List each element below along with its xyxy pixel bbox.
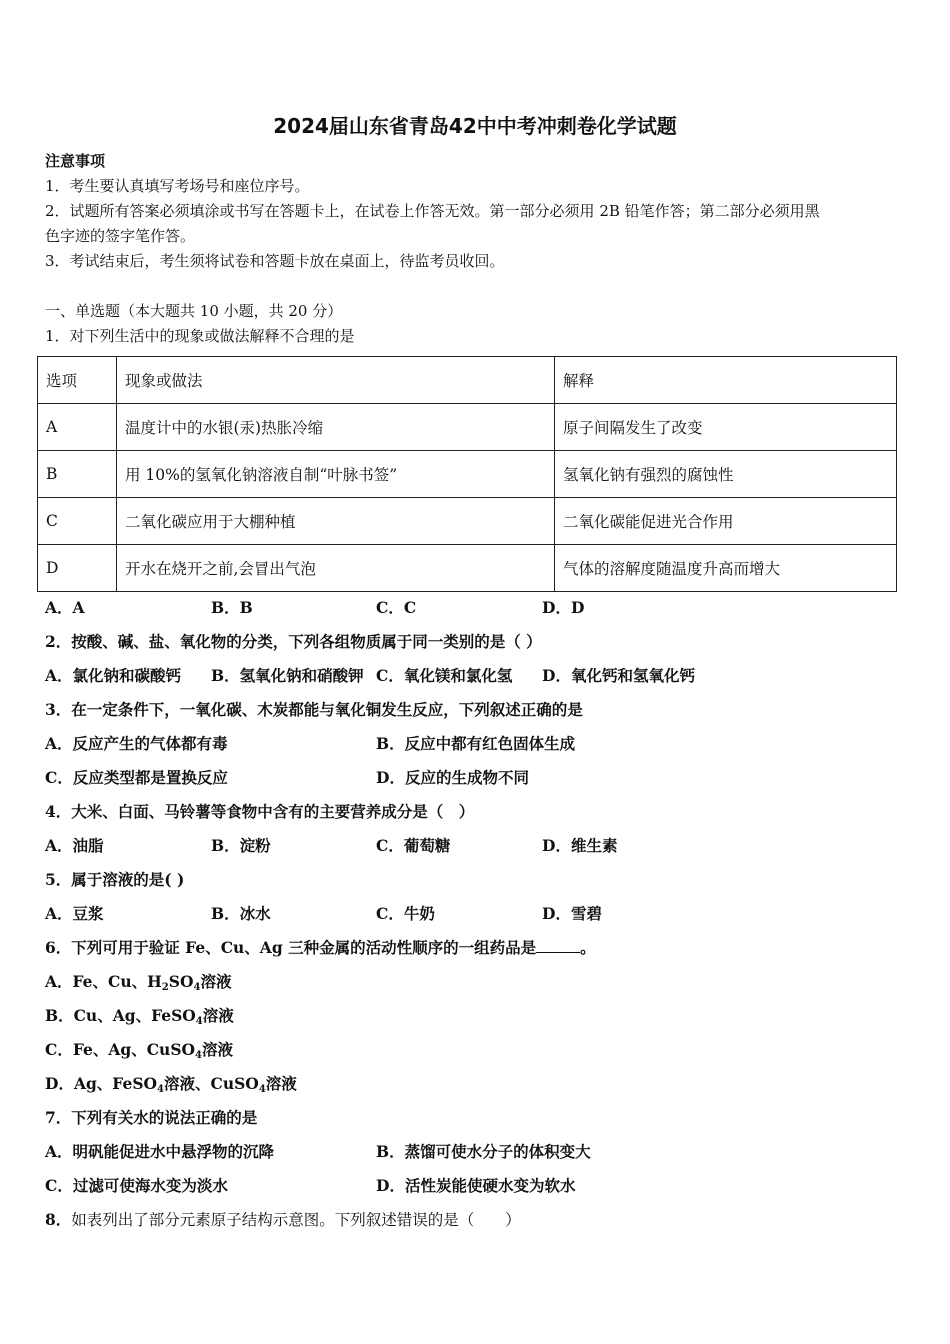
table-row [38,498,897,545]
table-cell: 二氧化碳应用于大棚种植 [117,498,555,545]
table-cell: 二氧化碳能促进光合作用 [555,498,897,545]
q4-option-a[interactable]: A．油脂 [45,836,104,855]
q5-option-d[interactable]: D．雪碧 [542,904,602,923]
q1-option-c[interactable]: C．C [376,598,417,617]
q3-option-d[interactable]: D．反应的生成物不同 [376,768,529,787]
notice-item-1: 1．考生要认真填写考场号和座位序号。 [45,177,310,195]
q3-option-c[interactable]: C．反应类型都是置换反应 [45,768,228,787]
table-cell: A [38,404,117,451]
q6-option-b[interactable]: B．Cu、Ag、FeSO$_4$溶液 [45,1006,234,1027]
table-row [38,451,897,498]
q7-option-a[interactable]: A．明矾能促进水中悬浮物的沉降 [45,1142,275,1161]
q2-option-b[interactable]: B．氢氧化钠和硝酸钾 [211,666,364,685]
question-1-stem: 1．对下列生活中的现象或做法解释不合理的是 [45,327,355,345]
question-8-stem [45,1209,521,1231]
q1-option-b[interactable]: B．B [211,598,253,617]
table-cell: 原子间隔发生了改变 [555,404,897,451]
question-4-stem: 4．大米、白面、马铃薯等食物中含有的主要营养成分是（ ） [45,802,475,821]
section-heading: 一、单选题（本大题共 10 小题，共 20 分） [45,302,343,320]
notice-item-2-line-1: 2．试题所有答案必须填涂或书写在答题卡上，在试卷上作答无效。第一部分必须用 2B 铅笔作答；第二部分必须用黑 [45,202,820,220]
table-row [38,545,897,592]
q1-option-d[interactable]: D．D [542,598,585,617]
table-cell: C [38,498,117,545]
q6-option-d[interactable]: D．Ag、FeSO$_4$溶液、CuSO$_4$溶液 [45,1074,297,1095]
q5-option-a[interactable]: A．豆浆 [45,904,104,923]
table-cell: 温度计中的水银(汞)热胀冷缩 [117,404,555,451]
q7-option-b[interactable]: B．蒸馏可使水分子的体积变大 [376,1142,591,1161]
table-header-cell: 解释 [555,357,897,404]
question-2-stem: 2．按酸、碱、盐、氧化物的分类，下列各组物质属于同一类别的是（ ） [45,632,542,651]
q3-option-b[interactable]: B．反应中都有红色固体生成 [376,734,576,753]
question-7-stem: 7．下列有关水的说法正确的是 [45,1108,258,1127]
q4-option-c[interactable]: C．葡萄糖 [376,836,451,855]
question-6-stem [45,937,596,959]
question-1-table [37,356,897,592]
notice-item-2-line-2: 色字迹的签字笔作答。 [45,227,196,245]
q6-option-a[interactable]: A．Fe、Cu、$H_2SO_4$溶液 [45,972,232,993]
question-3-stem: 3．在一定条件下，一氧化碳、木炭都能与氧化铜发生反应，下列叙述正确的是 [45,700,583,719]
q5-option-b[interactable]: B．冰水 [211,904,271,923]
answer-blank[interactable] [536,938,580,953]
q6-option-c[interactable]: C．Fe、Ag、CuSO$_4$溶液 [45,1040,234,1061]
table-cell: D [38,545,117,592]
q4-option-d[interactable]: D．维生素 [542,836,618,855]
table-cell: 气体的溶解度随温度升高而增大 [555,545,897,592]
table-cell: B [38,451,117,498]
question-6-stem-text: 6．下列可用于验证 Fe、Cu、Ag 三种金属的活动性顺序的一组药品是 [45,938,537,957]
q5-option-c[interactable]: C．牛奶 [376,904,435,923]
page-title: 2024届山东省青岛42中中考冲刺卷化学试题 [273,114,677,138]
table-cell: 用 10%的氢氧化钠溶液自制“叶脉书签” [117,451,555,498]
question-6-stem-end: 。 [580,938,596,957]
notice-item-3: 3．考试结束后，考生须将试卷和答题卡放在桌面上，待监考员收回。 [45,252,505,270]
table-header-cell: 现象或做法 [117,357,555,404]
q3-option-a[interactable]: A．反应产生的气体都有毒 [45,734,228,753]
q1-option-a[interactable]: A．A [45,598,85,617]
q2-option-c[interactable]: C．氧化镁和氯化氢 [376,666,513,685]
q2-option-a[interactable]: A．氯化钠和碳酸钙 [45,666,182,685]
table-header-row [38,357,897,404]
q7-option-d[interactable]: D．活性炭能使硬水变为软水 [376,1176,576,1195]
notice-heading: 注意事项 [45,152,106,170]
table-row [38,404,897,451]
q2-option-d[interactable]: D．氧化钙和氢氧化钙 [542,666,695,685]
question-8-text: 如表列出了部分元素原子结构示意图。下列叙述错误的是（ ） [71,1211,521,1229]
table-cell: 开水在烧开之前,会冒出气泡 [117,545,555,592]
q7-option-c[interactable]: C．过滤可使海水变为淡水 [45,1176,228,1195]
q4-option-b[interactable]: B．淀粉 [211,836,271,855]
question-5-stem: 5．属于溶液的是( ) [45,870,185,889]
table-cell: 氢氧化钠有强烈的腐蚀性 [555,451,897,498]
table-header-cell: 选项 [38,357,117,404]
question-8-number: 8． [45,1210,72,1229]
